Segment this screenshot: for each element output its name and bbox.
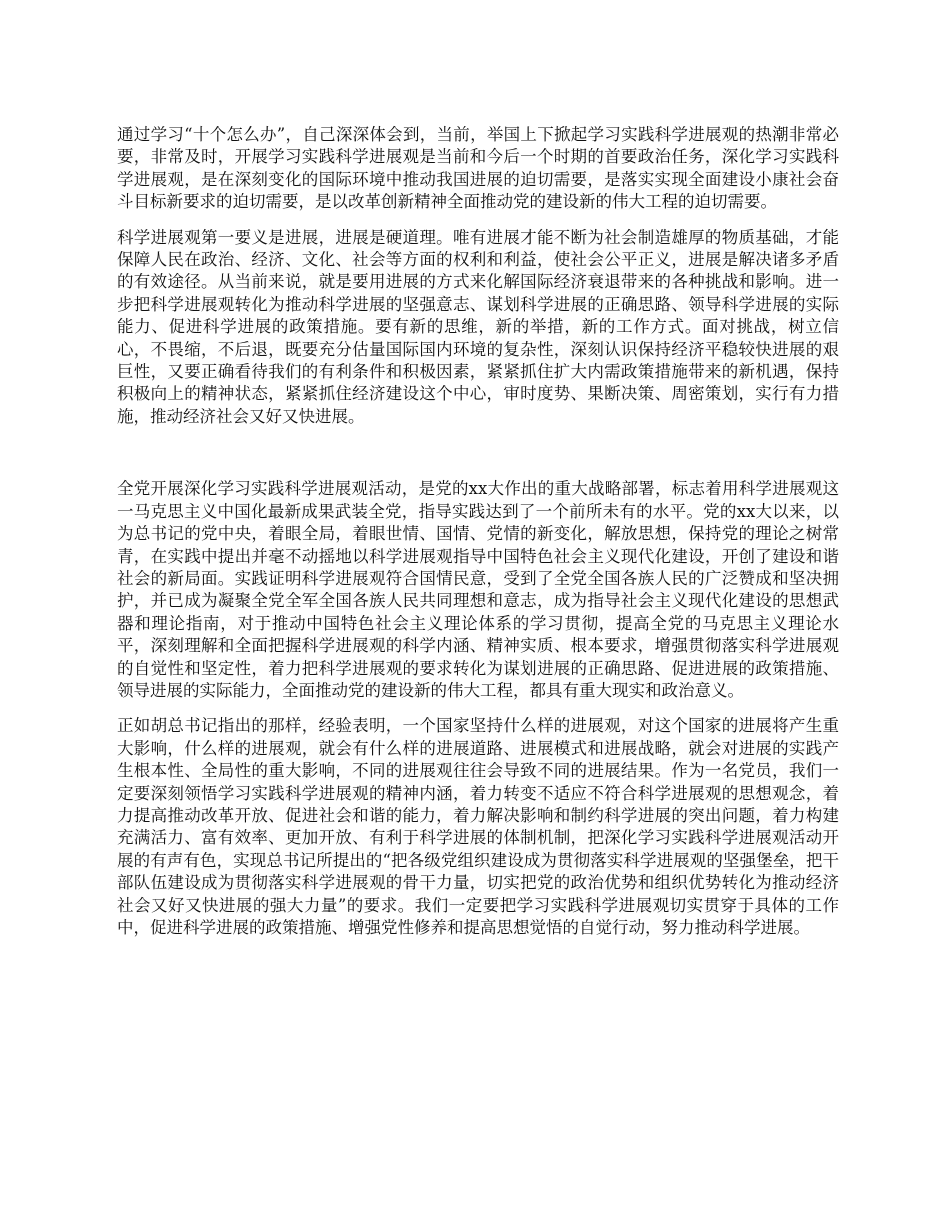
paragraph-3: 全党开展深化学习实践科学进展观活动，是党的xx大作出的重大战略部署，标志着用科学进展观这一马克思主义中国化最新成果武装全党，指导实践达到了一个前所未有的水平。党的xx大以来，以为总书记的党中央，着眼全局，着眼世情、国情、党情的新变化，解放思想，保持党的理论之树常青，在实践中提出并毫不动摇地以科学进展观指导中国特色社会主义现代化建设，开创了建设和谐社会的新局面。实践证明科学进展观符合国情民意，受到了全党全国各族人民的广泛赞成和坚决拥护，并已成为凝聚全党全军全国各族人民共同理想和意志，成为指导社会主义现代化建设的思想武器和理论指南，对于推动中国特色社会主义理论体系的学习贯彻，提高全党的马克思主义理论水平，深刻理解和全面把握科学进展观的科学内涵、精神实质、根本要求，增强贯彻落实科学进展观的自觉性和坚定性，着力把科学进展观的要求转化为谋划进展的正确思路、促进进展的政策措施、领导进展的实际能力，全面推动党的建设新的伟大工程，都具有重大现实和政治意义。 bbox=[117, 479, 839, 700]
document-body bbox=[117, 124, 839, 939]
paragraph-1: 通过学习“十个怎么办”，自己深深体会到，当前，举国上下掀起学习实践科学进展观的热潮非常必要，非常及时，开展学习实践科学进展观是当前和今后一个时期的首要政治任务，深化学习实践科学进展观，是在深刻变化的国际环境中推动我国进展的迫切需要，是落实实现全面建设小康社会奋斗目标新要求的迫切需要，是以改革创新精神全面推动党的建设新的伟大工程的迫切需要。 bbox=[117, 125, 839, 212]
paragraph-2: 科学进展观第一要义是进展，进展是硬道理。唯有进展才能不断为社会制造雄厚的物质基础，才能保障人民在政治、经济、文化、社会等方面的权利和利益，使社会公平正义，进展是解决诸多矛盾的有效途径。从当前来说，就是要用进展的方式来化解国际经济衰退带来的各种挑战和影响。进一步把科学进展观转化为推动科学进展的坚强意志、谋划科学进展的正确思路、领导科学进展的实际能力、促进科学进展的政策措施。要有新的思维，新的举措，新的工作方式。面对挑战，树立信心，不畏缩，不后退，既要充分估量国际国内环境的复杂性，深刻认识保持经济平稳较快进展的艰巨性，又要正确看待我们的有利条件和积极因素，紧紧抓住扩大内需政策措施带来的新机遇，保持积极向上的精神状态，紧紧抓住经济建设这个中心，审时度势、果断决策、周密策划，实行有力措施，推动经济社会又好又快进展。 bbox=[117, 227, 839, 426]
paragraph-4: 正如胡总书记指出的那样，经验表明，一个国家坚持什么样的进展观，对这个国家的进展将产生重大影响，什么样的进展观，就会有什么样的进展道路、进展模式和进展战略，就会对进展的实践产生根本性、全局性的重大影响，不同的进展观往往会导致不同的进展结果。作为一名党员，我们一定要深刻领悟学习实践科学进展观的精神内涵，着力转变不适应不符合科学进展观的思想观念，着力提高推动改革开放、促进社会和谐的能力，着力解决影响和制约科学进展的突出问题，着力构建充满活力、富有效率、更加开放、有利于科学进展的体制机制，把深化学习实践科学进展观活动开展的有声有色，实现总书记所提出的“把各级党组织建设成为贯彻落实科学进展观的坚强堡垒，把干部队伍建设成为贯彻落实科学进展观的骨干力量，切实把党的政治优势和组织优势转化为推动经济社会又好又快进展的强大力量”的要求。我们一定要把学习实践科学进展观切实贯穿于具体的工作中，促进科学进展的政策措施、增强党性修养和提高思想觉悟的自觉行动，努力推动科学进展。 bbox=[117, 716, 839, 937]
